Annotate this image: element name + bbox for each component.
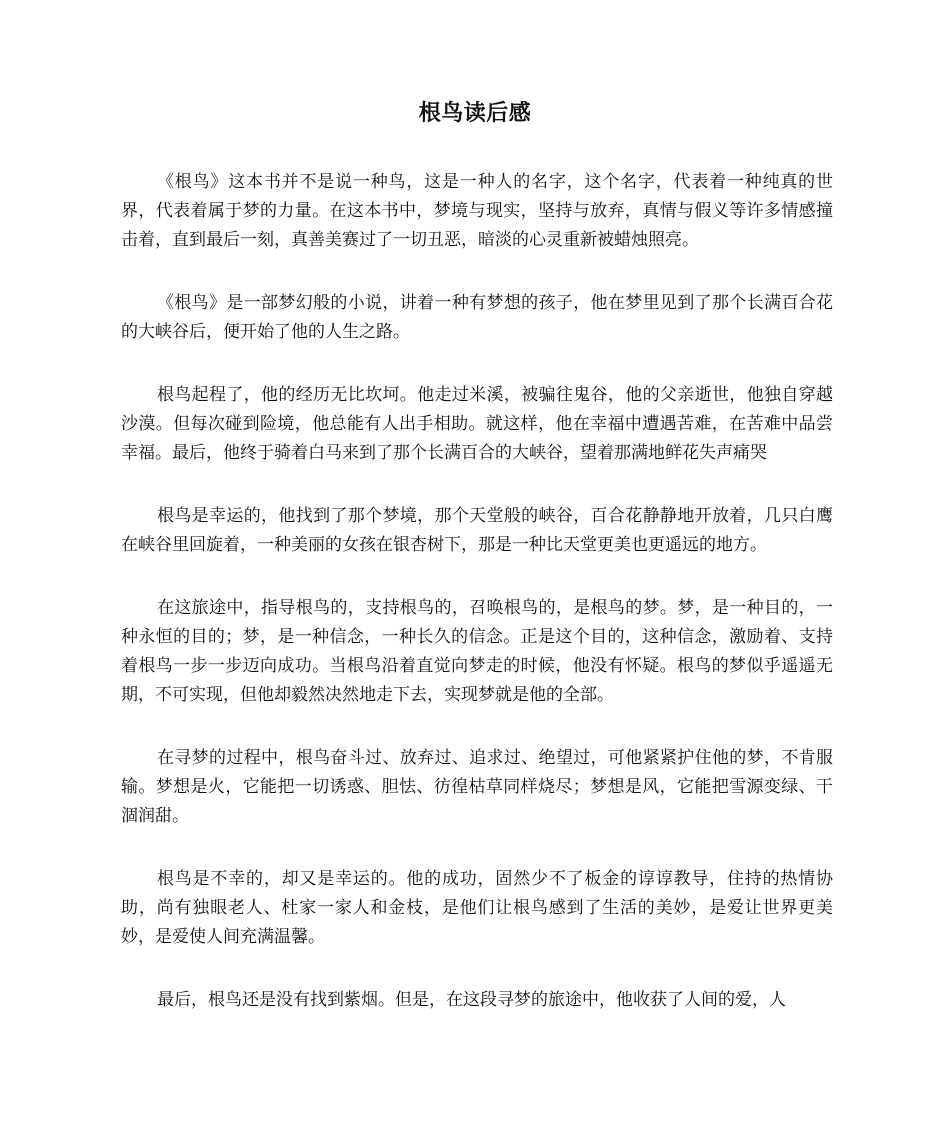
- paragraph-1: 《根鸟》这本书并不是说一种鸟，这是一种人的名字，这个名字，代表着一种纯真的世界，代表着属于梦的力量。在这本书中，梦境与现实，坚持与放弃，真情与假义等许多情感撞击着，直到最后一刻，真善美赛过了一切丑恶，暗淡的心灵重新被蜡烛照亮。: [121, 172, 833, 250]
- paragraph-3: 根鸟起程了，他的经历无比坎坷。他走过米溪，被骗往鬼谷，他的父亲逝世，他独自穿越沙漠。但每次碰到险境，他总能有人出手相助。就这样，他在幸福中遭遇苦难，在苦难中品尝幸福。最后，他终于骑着白马来到了那个长满百合的大峡谷，望着那满地鲜花失声痛哭: [121, 385, 833, 463]
- paragraph-8: 最后，根鸟还是没有找到紫烟。但是，在这段寻梦的旅途中，他收获了人间的爱，人: [157, 990, 786, 1010]
- page-title: 根鸟读后感: [418, 101, 532, 126]
- paragraph-4: 根鸟是幸运的，他找到了那个梦境，那个天堂般的峡谷，百合花静静地开放着，几只白鹰在峡谷里回旋着，一种美丽的女孩在银杏树下，那是一种比天堂更美也更遥远的地方。: [121, 506, 833, 555]
- paragraph-6: 在寻梦的过程中，根鸟奋斗过、放弃过、追求过、绝望过，可他紧紧护住他的梦，不肯服输。梦想是火，它能把一切诱惑、胆怯、彷徨枯草同样烧尽；梦想是风，它能把雪源变绿、干涸润甜。: [121, 748, 833, 826]
- paragraph-2: 《根鸟》是一部梦幻般的小说，讲着一种有梦想的孩子，他在梦里见到了那个长满百合花的大峡谷后，便开始了他的人生之路。: [121, 293, 833, 342]
- paragraph-5: 在这旅途中，指导根鸟的，支持根鸟的，召唤根鸟的，是根鸟的梦。梦，是一种目的，一种永恒的目的；梦，是一种信念，一种长久的信念。正是这个目的，这种信念，激励着、支持着根鸟一步一步迈向成功。当根鸟沿着直觉向梦走的时候，他没有怀疑。根鸟的梦似乎遥遥无期，不可实现，但他却毅然决然地走下去，实现梦就是他的全部。: [121, 598, 833, 705]
- document-body: [121, 168, 833, 1049]
- paragraph-7: 根鸟是不幸的，却又是幸运的。他的成功，固然少不了板金的谆谆教导，住持的热情协助，尚有独眼老人、杜家一家人和金枝，是他们让根鸟感到了生活的美妙，是爱让世界更美妙，是爱使人间充满温馨。: [121, 869, 833, 947]
